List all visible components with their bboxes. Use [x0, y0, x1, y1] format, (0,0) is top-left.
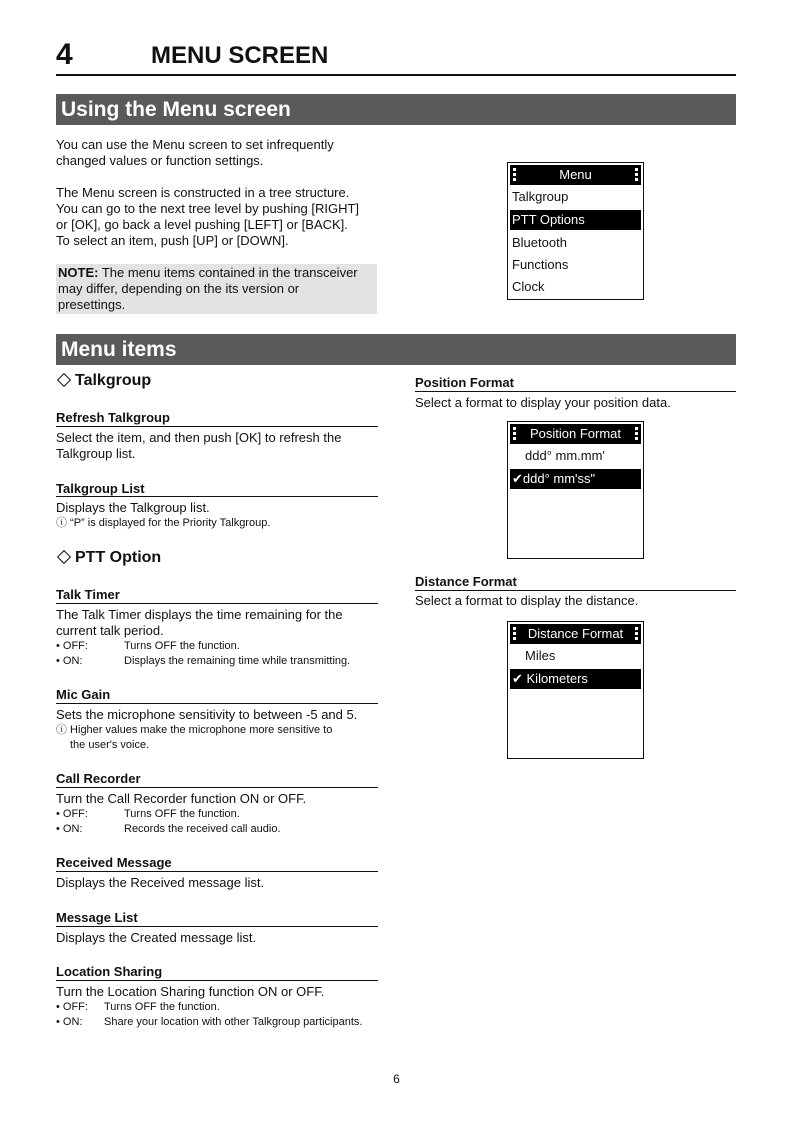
position-option-ddd-mm-mm[interactable]: ddd° mm.mm' — [525, 448, 605, 463]
scroll-indicator-icon — [635, 627, 638, 640]
location-sharing-on: • ON: Share your location with other Talkgroup participants. — [56, 1016, 363, 1028]
talk-timer-on: • ON: Displays the remaining time while transmitting. — [56, 655, 351, 667]
talkgroup-list-note: ⓘ “P” is displayed for the Priority Talkgroup. — [56, 517, 271, 529]
diamond-icon — [57, 550, 71, 564]
call-recorder-off: • OFF: Turns OFF the function. — [56, 808, 240, 820]
scroll-indicator-icon — [513, 427, 516, 440]
location-sharing-off: • OFF: Turns OFF the function. — [56, 1001, 220, 1013]
talkgroup-list-title: Talkgroup List — [56, 481, 145, 496]
divider — [415, 391, 736, 392]
mic-gain-title: Mic Gain — [56, 687, 111, 702]
divider — [56, 496, 378, 497]
tree-paragraph: The Menu screen is constructed in a tree structure. You can go to the next tree level by pushing [RIGHT] or [OK], go back a level pushing [LEFT] or [BACK]. To select an item, push [UP] or [DOWN]. — [56, 185, 360, 248]
chapter-number: 4 — [56, 38, 73, 71]
menu-display-title: Menu — [510, 165, 641, 185]
message-list-text: Displays the Created message list. — [56, 930, 257, 945]
refresh-talkgroup-text: Select the item, and then push [OK] to refresh the Talkgroup list. — [56, 430, 342, 461]
talkgroup-heading: Talkgroup — [56, 372, 151, 390]
distance-option-miles[interactable]: Miles — [525, 648, 556, 663]
call-recorder-text: Turn the Call Recorder function ON or OFF. — [56, 791, 307, 806]
scroll-indicator-icon — [635, 427, 638, 440]
menu-item-ptt-options[interactable]: PTT Options — [510, 210, 641, 230]
scroll-indicator-icon — [513, 168, 516, 181]
menu-item-bluetooth[interactable]: Bluetooth — [512, 235, 567, 250]
page-number: 6 — [393, 1072, 400, 1086]
mic-gain-note: ⓘ Higher values make the microphone more sensitive to — [56, 724, 333, 736]
distance-format-display-title: Distance Format — [510, 624, 641, 644]
chapter-title: MENU SCREEN — [151, 42, 329, 69]
divider — [56, 603, 378, 604]
menu-item-functions[interactable]: Functions — [512, 257, 569, 272]
position-format-display — [507, 421, 644, 559]
divider — [56, 787, 378, 788]
menu-item-clock[interactable]: Clock — [512, 279, 545, 294]
talk-timer-text: The Talk Timer displays the time remaining for the current talk period. — [56, 607, 343, 638]
talk-timer-title: Talk Timer — [56, 587, 120, 602]
menu-display — [507, 162, 644, 300]
intro-paragraph: You can use the Menu screen to set infrequently changed values or function settings. — [56, 137, 334, 168]
received-message-text: Displays the Received message list. — [56, 875, 265, 890]
message-list-title: Message List — [56, 910, 138, 925]
talk-timer-off: • OFF: Turns OFF the function. — [56, 640, 240, 652]
talkgroup-list-text: Displays the Talkgroup list. — [56, 500, 210, 515]
divider — [56, 871, 378, 872]
divider — [56, 426, 378, 427]
section-using-title: Using the Menu screen — [56, 94, 736, 125]
divider — [56, 980, 378, 981]
chapter-rule — [56, 74, 736, 76]
distance-option-kilometers[interactable]: ✔ Kilometers — [510, 669, 641, 689]
divider — [56, 926, 378, 927]
distance-format-display — [507, 621, 644, 759]
diamond-icon — [57, 373, 71, 387]
ptt-option-heading: PTT Option — [56, 549, 161, 567]
scroll-indicator-icon — [513, 627, 516, 640]
position-format-text: Select a format to display your position data. — [415, 395, 671, 410]
note-box: NOTE: The menu items contained in the transceiver may differ, depending on the its version or presettings. — [56, 264, 377, 314]
position-format-title: Position Format — [415, 375, 514, 390]
section-items-title: Menu items — [56, 334, 736, 365]
refresh-talkgroup-title: Refresh Talkgroup — [56, 410, 170, 425]
divider — [415, 590, 736, 591]
mic-gain-text: Sets the microphone sensitivity to between -5 and 5. — [56, 707, 358, 722]
distance-format-text: Select a format to display the distance. — [415, 593, 639, 608]
mic-gain-note-cont: the user's voice. — [70, 739, 150, 751]
received-message-title: Received Message — [56, 855, 172, 870]
scroll-indicator-icon — [635, 168, 638, 181]
divider — [56, 703, 378, 704]
call-recorder-on: • ON: Records the received call audio. — [56, 823, 281, 835]
position-option-ddd-mm-ss[interactable]: ✔ddd° mm'ss" — [510, 469, 641, 489]
position-format-display-title: Position Format — [510, 424, 641, 444]
location-sharing-title: Location Sharing — [56, 964, 163, 979]
call-recorder-title: Call Recorder — [56, 771, 141, 786]
distance-format-title: Distance Format — [415, 574, 517, 589]
menu-item-talkgroup[interactable]: Talkgroup — [512, 189, 569, 204]
location-sharing-text: Turn the Location Sharing function ON or OFF. — [56, 984, 325, 999]
